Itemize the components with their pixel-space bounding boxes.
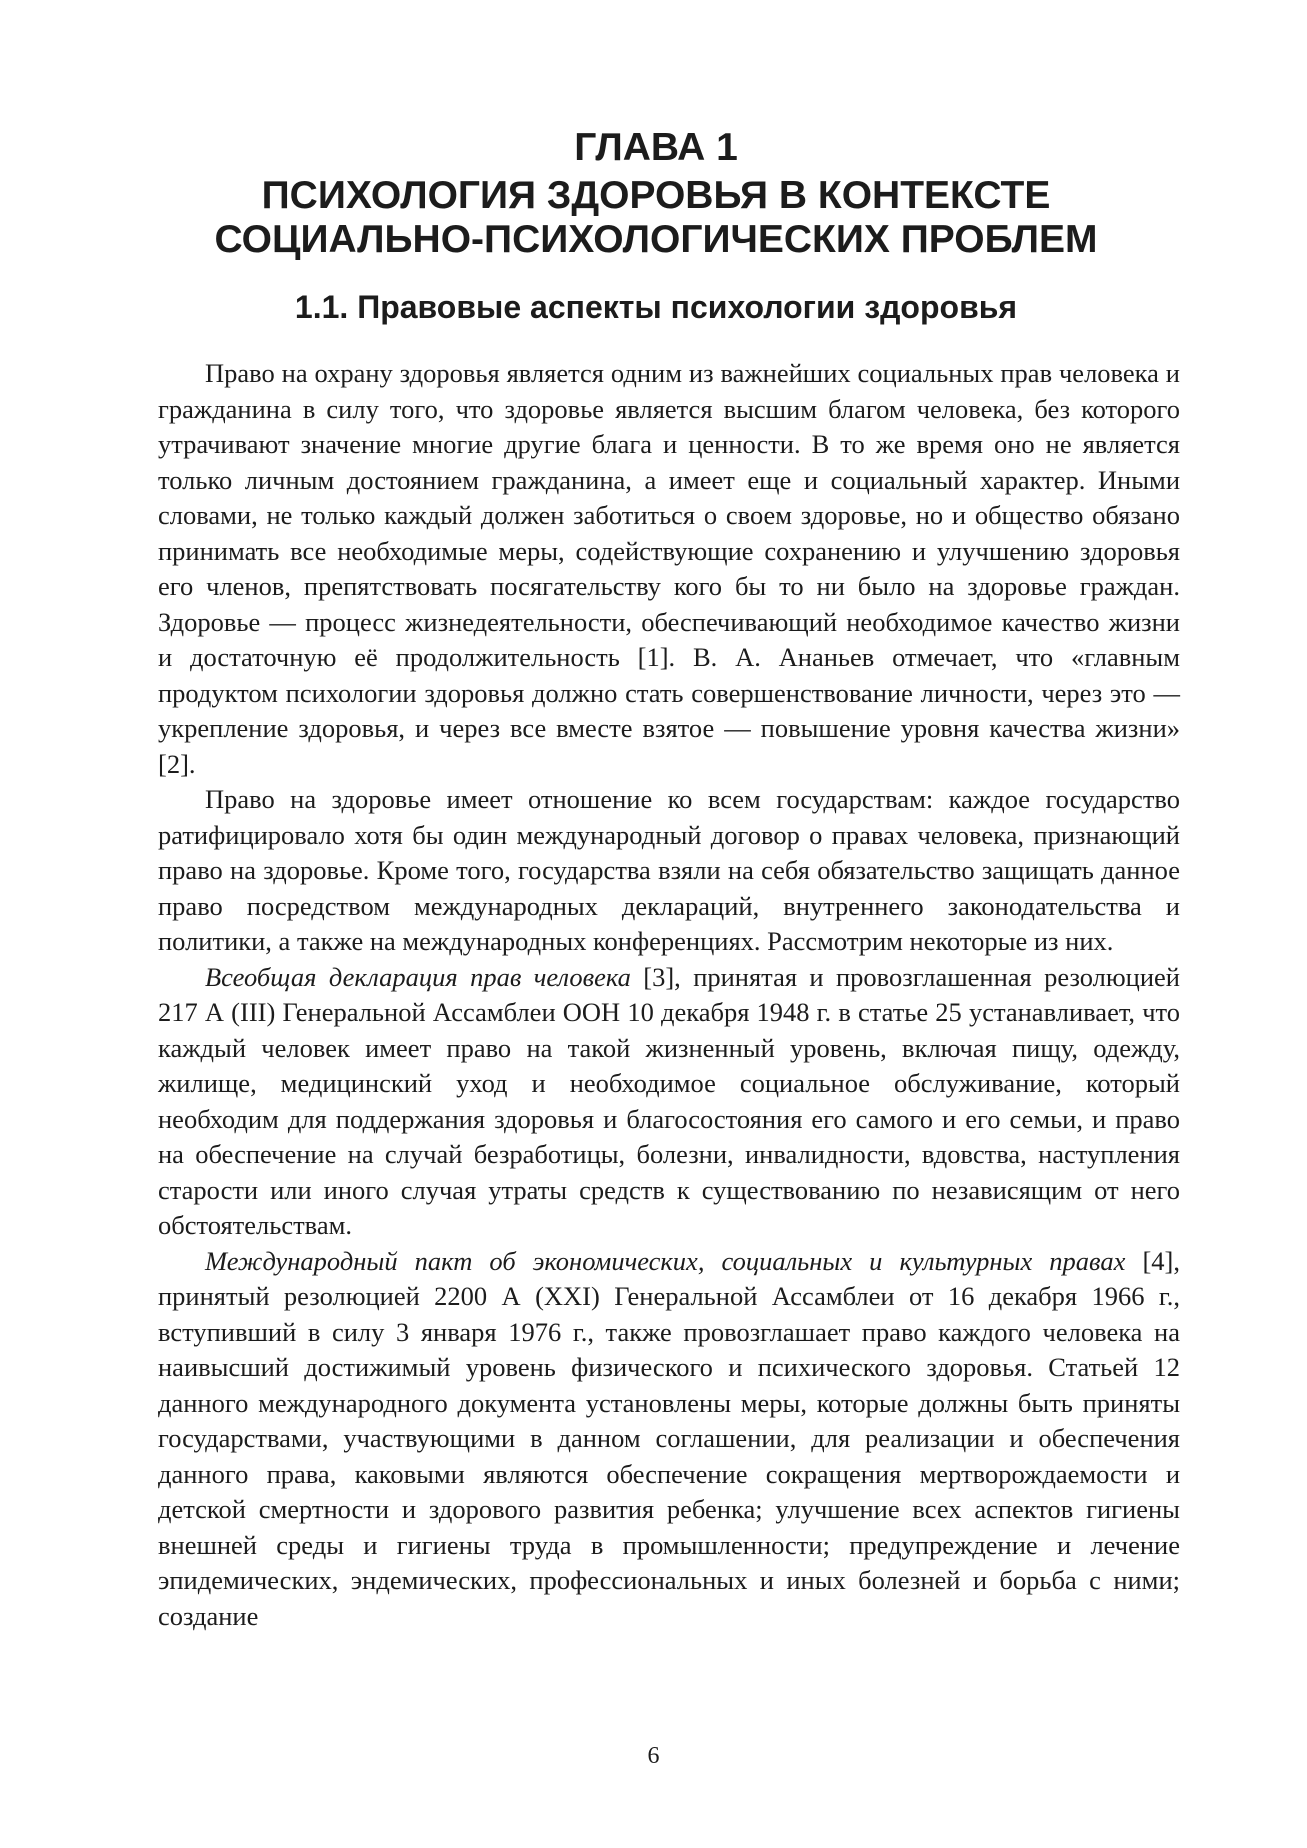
page-number: 6	[647, 1743, 660, 1769]
chapter-title-line-2: СОЦИАЛЬНО-ПСИХОЛОГИЧЕСКИХ ПРОБЛЕМ	[214, 218, 1098, 261]
body-text	[158, 356, 1180, 1634]
section-title: 1.1. Правовые аспекты психологии здоровья	[294, 289, 1018, 325]
paragraph-3-text: [3], принятая и провозглашенная резолюцией 217 А (III) Генеральной Ассамблеи ООН 10 декабря 1948 г. в статье 25 устанавливает, что каждый человек имеет право на такой жизненный уровень, включая пищу, одежду, жилище, медицинский уход и необходимое социальное обслуживание, который необходим для поддержания здоровья и благосостояния его самого и его семьи, и право на обеспечение на случай безработицы, болезни, инвалидности, вдовства, наступления старости или иного случая утраты средств к существованию по независящим от него обстоятельствам.	[158, 961, 1180, 1240]
paragraph-4-document-title: Международный пакт об экономических, социальных и культурных правах	[205, 1245, 1126, 1276]
paragraph-3	[158, 960, 1180, 1244]
chapter-number: ГЛАВА 1	[574, 126, 738, 169]
chapter-title-line-1: ПСИХОЛОГИЯ ЗДОРОВЬЯ В КОНТЕКСТЕ	[261, 174, 1051, 217]
paragraph-2: Право на здоровье имеет отношение ко всем государствам: каждое государство ратифицировало хотя бы один международный договор о правах человека, признающий право на здоровье. Кроме того, государства взяли на себя обязательство защищать данное право посредством международных деклараций, внутреннего законодательства и политики, а также на международных конференциях. Рассмотрим некоторые из них.	[158, 784, 1180, 956]
paragraph-4	[158, 1244, 1180, 1635]
paragraph-1: Право на охрану здоровья является одним из важнейших социальных прав человека и гражданина в силу того, что здоровье является высшим благом человека, без которого утрачивают значение многие другие блага и ценности. В то же время оно не является только личным достоянием гражданина, а имеет еще и социальный характер. Иными словами, не только каждый должен заботиться о своем здоровье, но и общество обязано принимать все необходимые меры, содействующие сохранению и улучшению здоровья его членов, препятствовать посягательству кого бы то ни было на здоровье граждан. Здоровье — процесс жизнедеятельности, обеспечивающий необходимое качество жизни и достаточную её продолжительность [1]. В. А. Ананьев отмечает, что «главным продуктом психологии здоровья должно стать совершенствование личности, через это — укрепление здоровья, и через все вместе взятое — повышение уровня качества жизни» [2].	[158, 358, 1180, 779]
paragraph-4-text: [4], принятый резолюцией 2200 А (XXI) Генеральной Ассамблеи от 16 декабря 1966 г., вступивший в силу 3 января 1976 г., также провозглашает право каждого человека на наивысший достижимый уровень физического и психического здоровья. Статьей 12 данного международного документа установлены меры, которые должны быть приняты государствами, участвующими в данном соглашении, для реализации и обеспечения данного права, каковыми являются обеспечение сокращения мертворождаемости и детской смертности и здорового развития ребенка; улучшение всех аспектов гигиены внешней среды и гигиены труда в промышленности; предупреждение и лечение эпидемических, эндемических, профессиональных и иных болезней и борьба с ними; создание	[158, 1245, 1180, 1631]
paragraph-3-document-title: Всеобщая декларация прав человека	[205, 961, 631, 992]
